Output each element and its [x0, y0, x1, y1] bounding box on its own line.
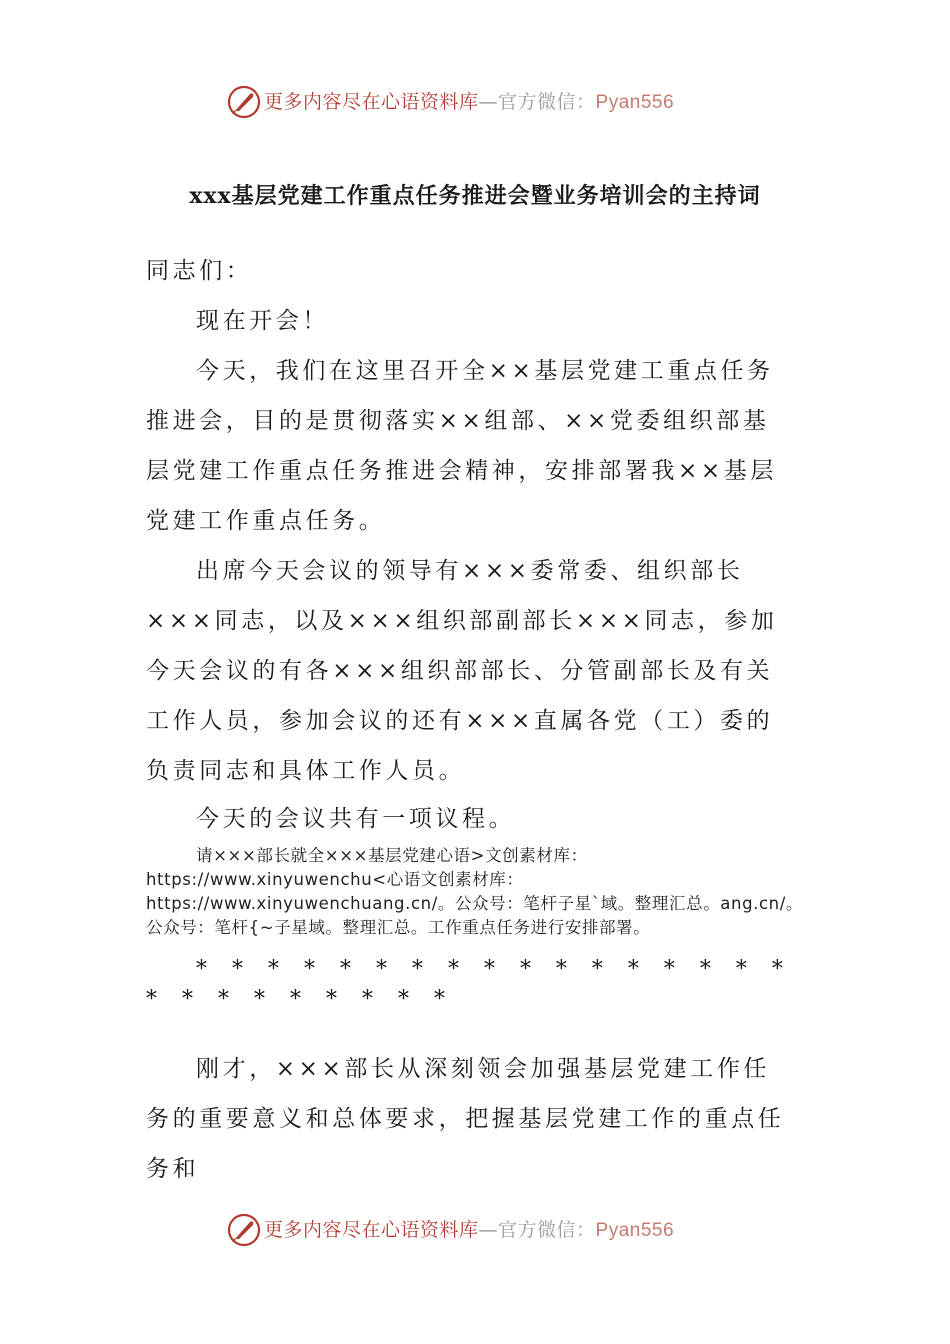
banner-wechat-label: 官方微信：: [498, 1219, 596, 1241]
banner-dash: —: [478, 1219, 499, 1241]
quill-logo-icon: [226, 1212, 262, 1248]
banner-dash: —: [478, 91, 499, 113]
greeting: 同志们：: [146, 258, 253, 284]
banner-slogan: 更多内容尽在心语资料库: [264, 1219, 479, 1241]
paragraph-4: 今天的会议共有一项议程。: [196, 806, 516, 832]
banner-wechat-label: 官方微信：: [498, 91, 596, 113]
header-banner: [0, 82, 950, 122]
banner-wechat-id: Pyan556: [595, 1220, 675, 1241]
separator-stars: * * * * * * * * * * * * * * * * * * * * * * * * * *: [146, 957, 792, 1012]
closing-paragraph: 刚才，×××部长从深刻领会加强基层党建工作任务的重要意义和总体要求，把握基层党建工作的重点任务和: [146, 1056, 785, 1182]
banner-text: [264, 90, 674, 115]
paragraph-3: 出席今天会议的领导有×××委常委、组织部长×××同志，以及×××组织部副部长×××同志，参加今天会议的有各×××组织部部长、分管副部长及有关工作人员，参加会议的还有×××直属各党（工）委的负责同志和具体工作人员。: [146, 558, 778, 784]
paragraph-2: 今天，我们在这里召开全××基层党建工重点任务推进会，目的是贯彻落实××组部、××党委组织部基层党建工作重点任务推进会精神，安排部署我××基层党建工作重点任务。: [146, 358, 777, 534]
quill-logo-icon: [226, 84, 262, 120]
banner-text: [264, 1218, 674, 1243]
banner-slogan: 更多内容尽在心语资料库: [264, 91, 479, 113]
agenda-note: 请×××部长就全×××基层党建心语>文创素材库：https://www.xinyuwenchu<心语文创素材库：https://www.xinyuwenchuang.cn/。公众号：笔杆子星`域。整理汇总。ang.cn/。公众号：笔杆{~子星域。整理汇总。工作重点任务进行安排部署。: [146, 846, 803, 937]
footer-banner: [0, 1210, 950, 1250]
document-title: xxx基层党建工作重点任务推进会暨业务培训会的主持词: [189, 183, 761, 209]
paragraph-1: 现在开会！: [196, 308, 329, 334]
banner-wechat-id: Pyan556: [595, 92, 675, 113]
